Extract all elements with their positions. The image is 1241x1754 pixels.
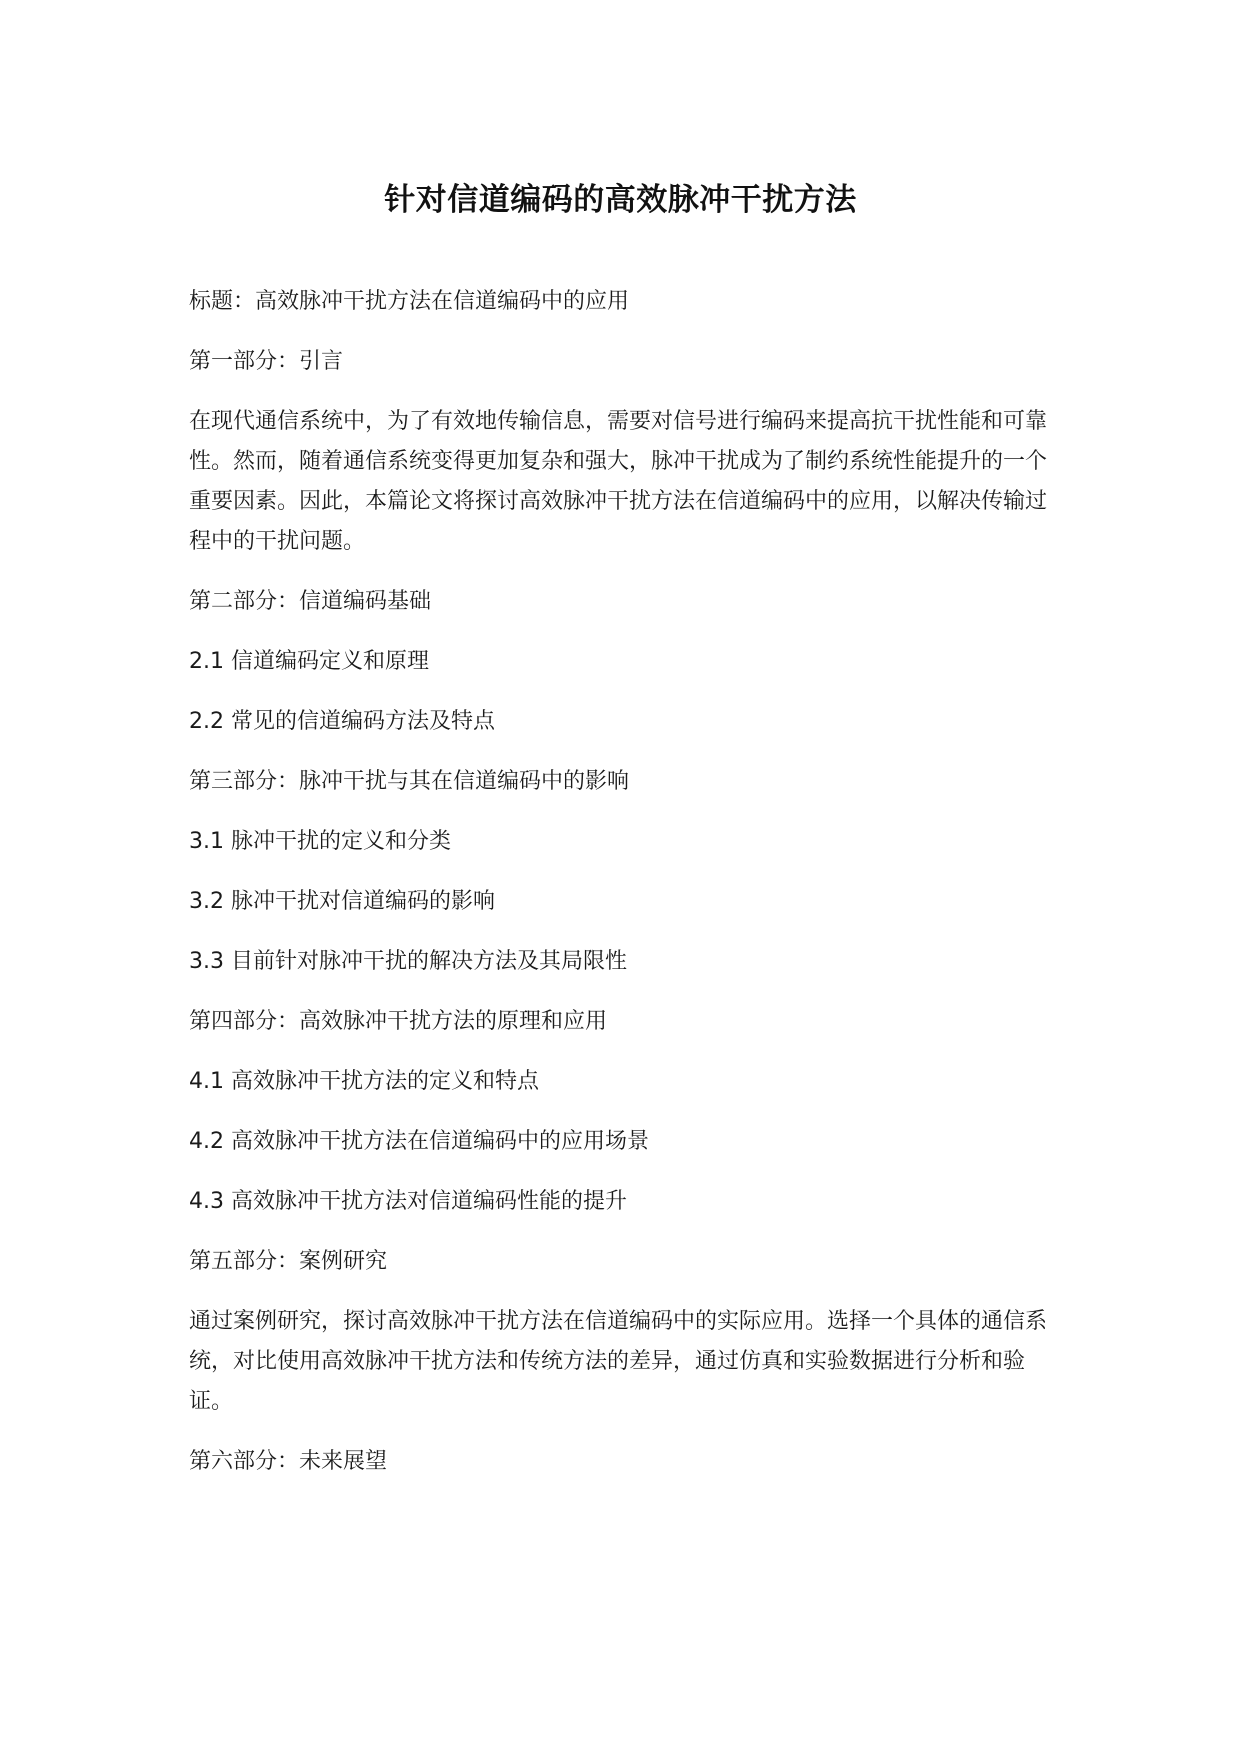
subtitle-line: 标题：高效脉冲干扰方法在信道编码中的应用 — [189, 289, 630, 314]
document-title: 针对信道编码的高效脉冲干扰方法 — [384, 182, 857, 218]
subsection-2-1: 2.1 信道编码定义和原理 — [189, 649, 429, 674]
document-body — [189, 282, 1054, 1502]
section-heading-3: 第三部分：脉冲干扰与其在信道编码中的影响 — [189, 769, 630, 794]
subsection-3-1: 3.1 脉冲干扰的定义和分类 — [189, 829, 451, 854]
subsection-4-1: 4.1 高效脉冲干扰方法的定义和特点 — [189, 1069, 539, 1094]
section-heading-4: 第四部分：高效脉冲干扰方法的原理和应用 — [189, 1009, 608, 1034]
section-heading-2: 第二部分：信道编码基础 — [189, 589, 432, 614]
intro-paragraph: 在现代通信系统中，为了有效地传输信息，需要对信号进行编码来提高抗干扰性能和可靠性。然而，随着通信系统变得更加复杂和强大，脉冲干扰成为了制约系统性能提升的一个重要因素。因此，本篇论文将探讨高效脉冲干扰方法在信道编码中的应用，以解决传输过程中的干扰问题。 — [189, 409, 1048, 554]
subsection-3-2: 3.2 脉冲干扰对信道编码的影响 — [189, 889, 495, 914]
section-heading-5: 第五部分：案例研究 — [189, 1249, 388, 1274]
subsection-2-2: 2.2 常见的信道编码方法及特点 — [189, 709, 495, 734]
case-study-paragraph: 通过案例研究，探讨高效脉冲干扰方法在信道编码中的实际应用。选择一个具体的通信系统，对比使用高效脉冲干扰方法和传统方法的差异，通过仿真和实验数据进行分析和验证。 — [189, 1309, 1048, 1414]
section-heading-1: 第一部分：引言 — [189, 349, 344, 374]
subsection-3-3: 3.3 目前针对脉冲干扰的解决方法及其局限性 — [189, 949, 627, 974]
subsection-4-3: 4.3 高效脉冲干扰方法对信道编码性能的提升 — [189, 1189, 627, 1214]
subsection-4-2: 4.2 高效脉冲干扰方法在信道编码中的应用场景 — [189, 1129, 649, 1154]
section-heading-6: 第六部分：未来展望 — [189, 1449, 388, 1474]
